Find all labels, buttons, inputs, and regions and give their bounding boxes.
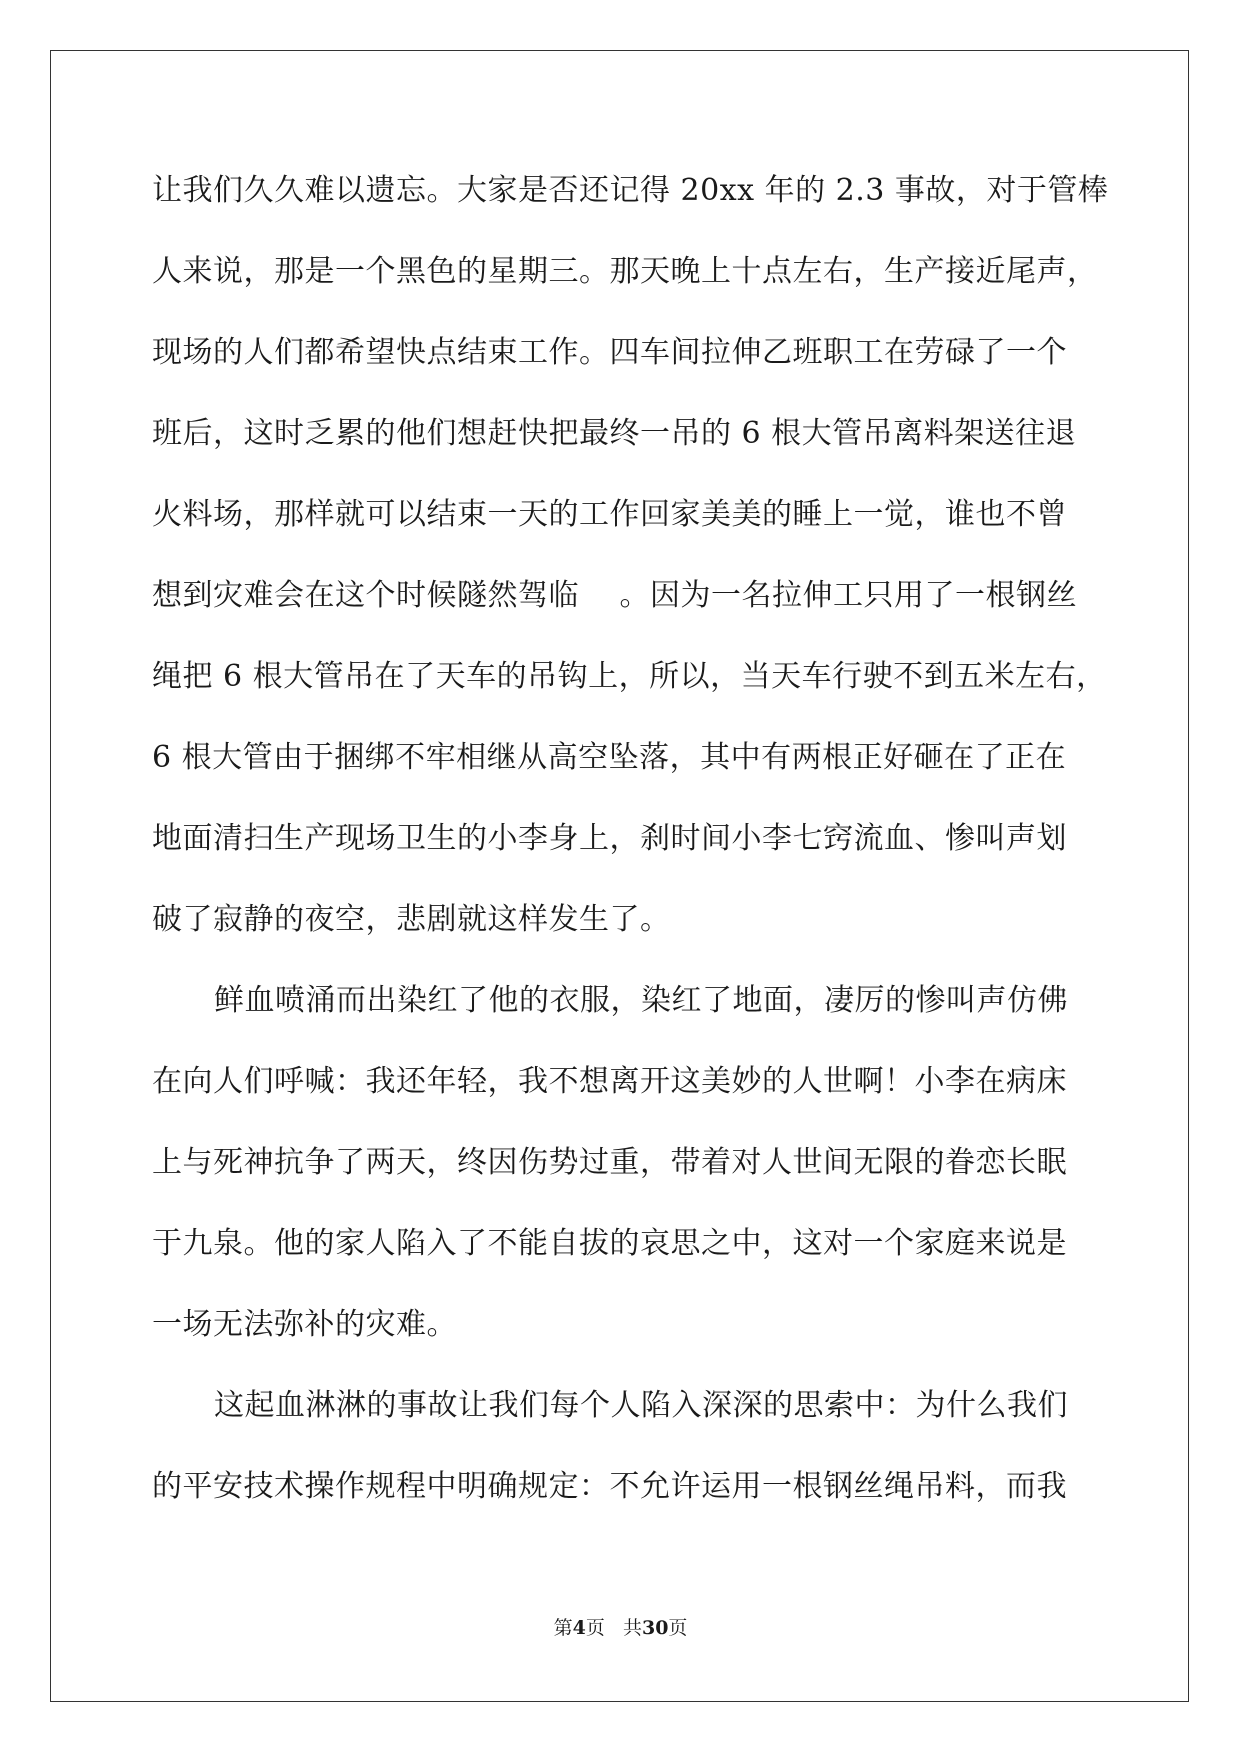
text-line: 现场的人们都希望快点结束工作。四车间拉伸乙班职工在劳碌了一个 (152, 335, 1067, 370)
text-line: 绳把 6 根大管吊在了天车的吊钩上，所以，当天车行驶不到五米左右， (152, 659, 1107, 694)
page-prefix: 第 (553, 1617, 573, 1639)
text-line-paragraph-start: 鲜血喷涌而出染红了他的衣服，染红了地面，凄厉的惨叫声仿佛 (214, 983, 1068, 1018)
text-line: 火料场，那样就可以结束一天的工作回家美美的睡上一觉，谁也不曾 (152, 497, 1067, 532)
text-line: 于九泉。他的家人陷入了不能自拔的哀思之中，这对一个家庭来说是 (152, 1226, 1067, 1261)
text-line: 地面清扫生产现场卫生的小李身上，刹时间小李七窍流血、惨叫声划 (152, 821, 1067, 856)
text-line: 人来说，那是一个黑色的星期三。那天晚上十点左右，生产接近尾声， (152, 254, 1098, 289)
text-line: 的平安技术操作规程中明确规定：不允许运用一根钢丝绳吊料，而我 (152, 1469, 1067, 1504)
text-line: 破了寂静的夜空，悲剧就这样发生了。 (152, 902, 671, 937)
page-number: 4 (572, 1617, 586, 1639)
total-pages: 30 (641, 1617, 669, 1639)
total-prefix: 共 (622, 1617, 642, 1639)
total-suffix: 页 (668, 1617, 688, 1639)
text-line: 班后，这时乏累的他们想赶快把最终一吊的 6 根大管吊离料架送往退 (152, 416, 1077, 451)
page-footer (0, 1616, 1241, 1640)
text-line: 一场无法弥补的灾难。 (152, 1307, 457, 1342)
document-body (152, 150, 1109, 1527)
text-line-paragraph-start: 这起血淋淋的事故让我们每个人陷入深深的思索中：为什么我们 (214, 1388, 1068, 1423)
text-line: 让我们久久难以遗忘。大家是否还记得 20xx 年的 2.3 事故，对于管棒 (152, 173, 1109, 208)
page-suffix: 页 (585, 1617, 605, 1639)
text-line: 上与死神抗争了两天，终因伤势过重，带着对人世间无限的眷恋长眠 (152, 1145, 1067, 1180)
text-line: 在向人们呼喊：我还年轻，我不想离开这美妙的人世啊！小李在病床 (152, 1064, 1067, 1099)
text-line: 想到灾难会在这个时候隧然驾临 。因为一名拉伸工只用了一根钢丝 (152, 578, 1078, 613)
text-line: 6 根大管由于捆绑不牢相继从高空坠落，其中有两根正好砸在了正在 (152, 740, 1067, 775)
